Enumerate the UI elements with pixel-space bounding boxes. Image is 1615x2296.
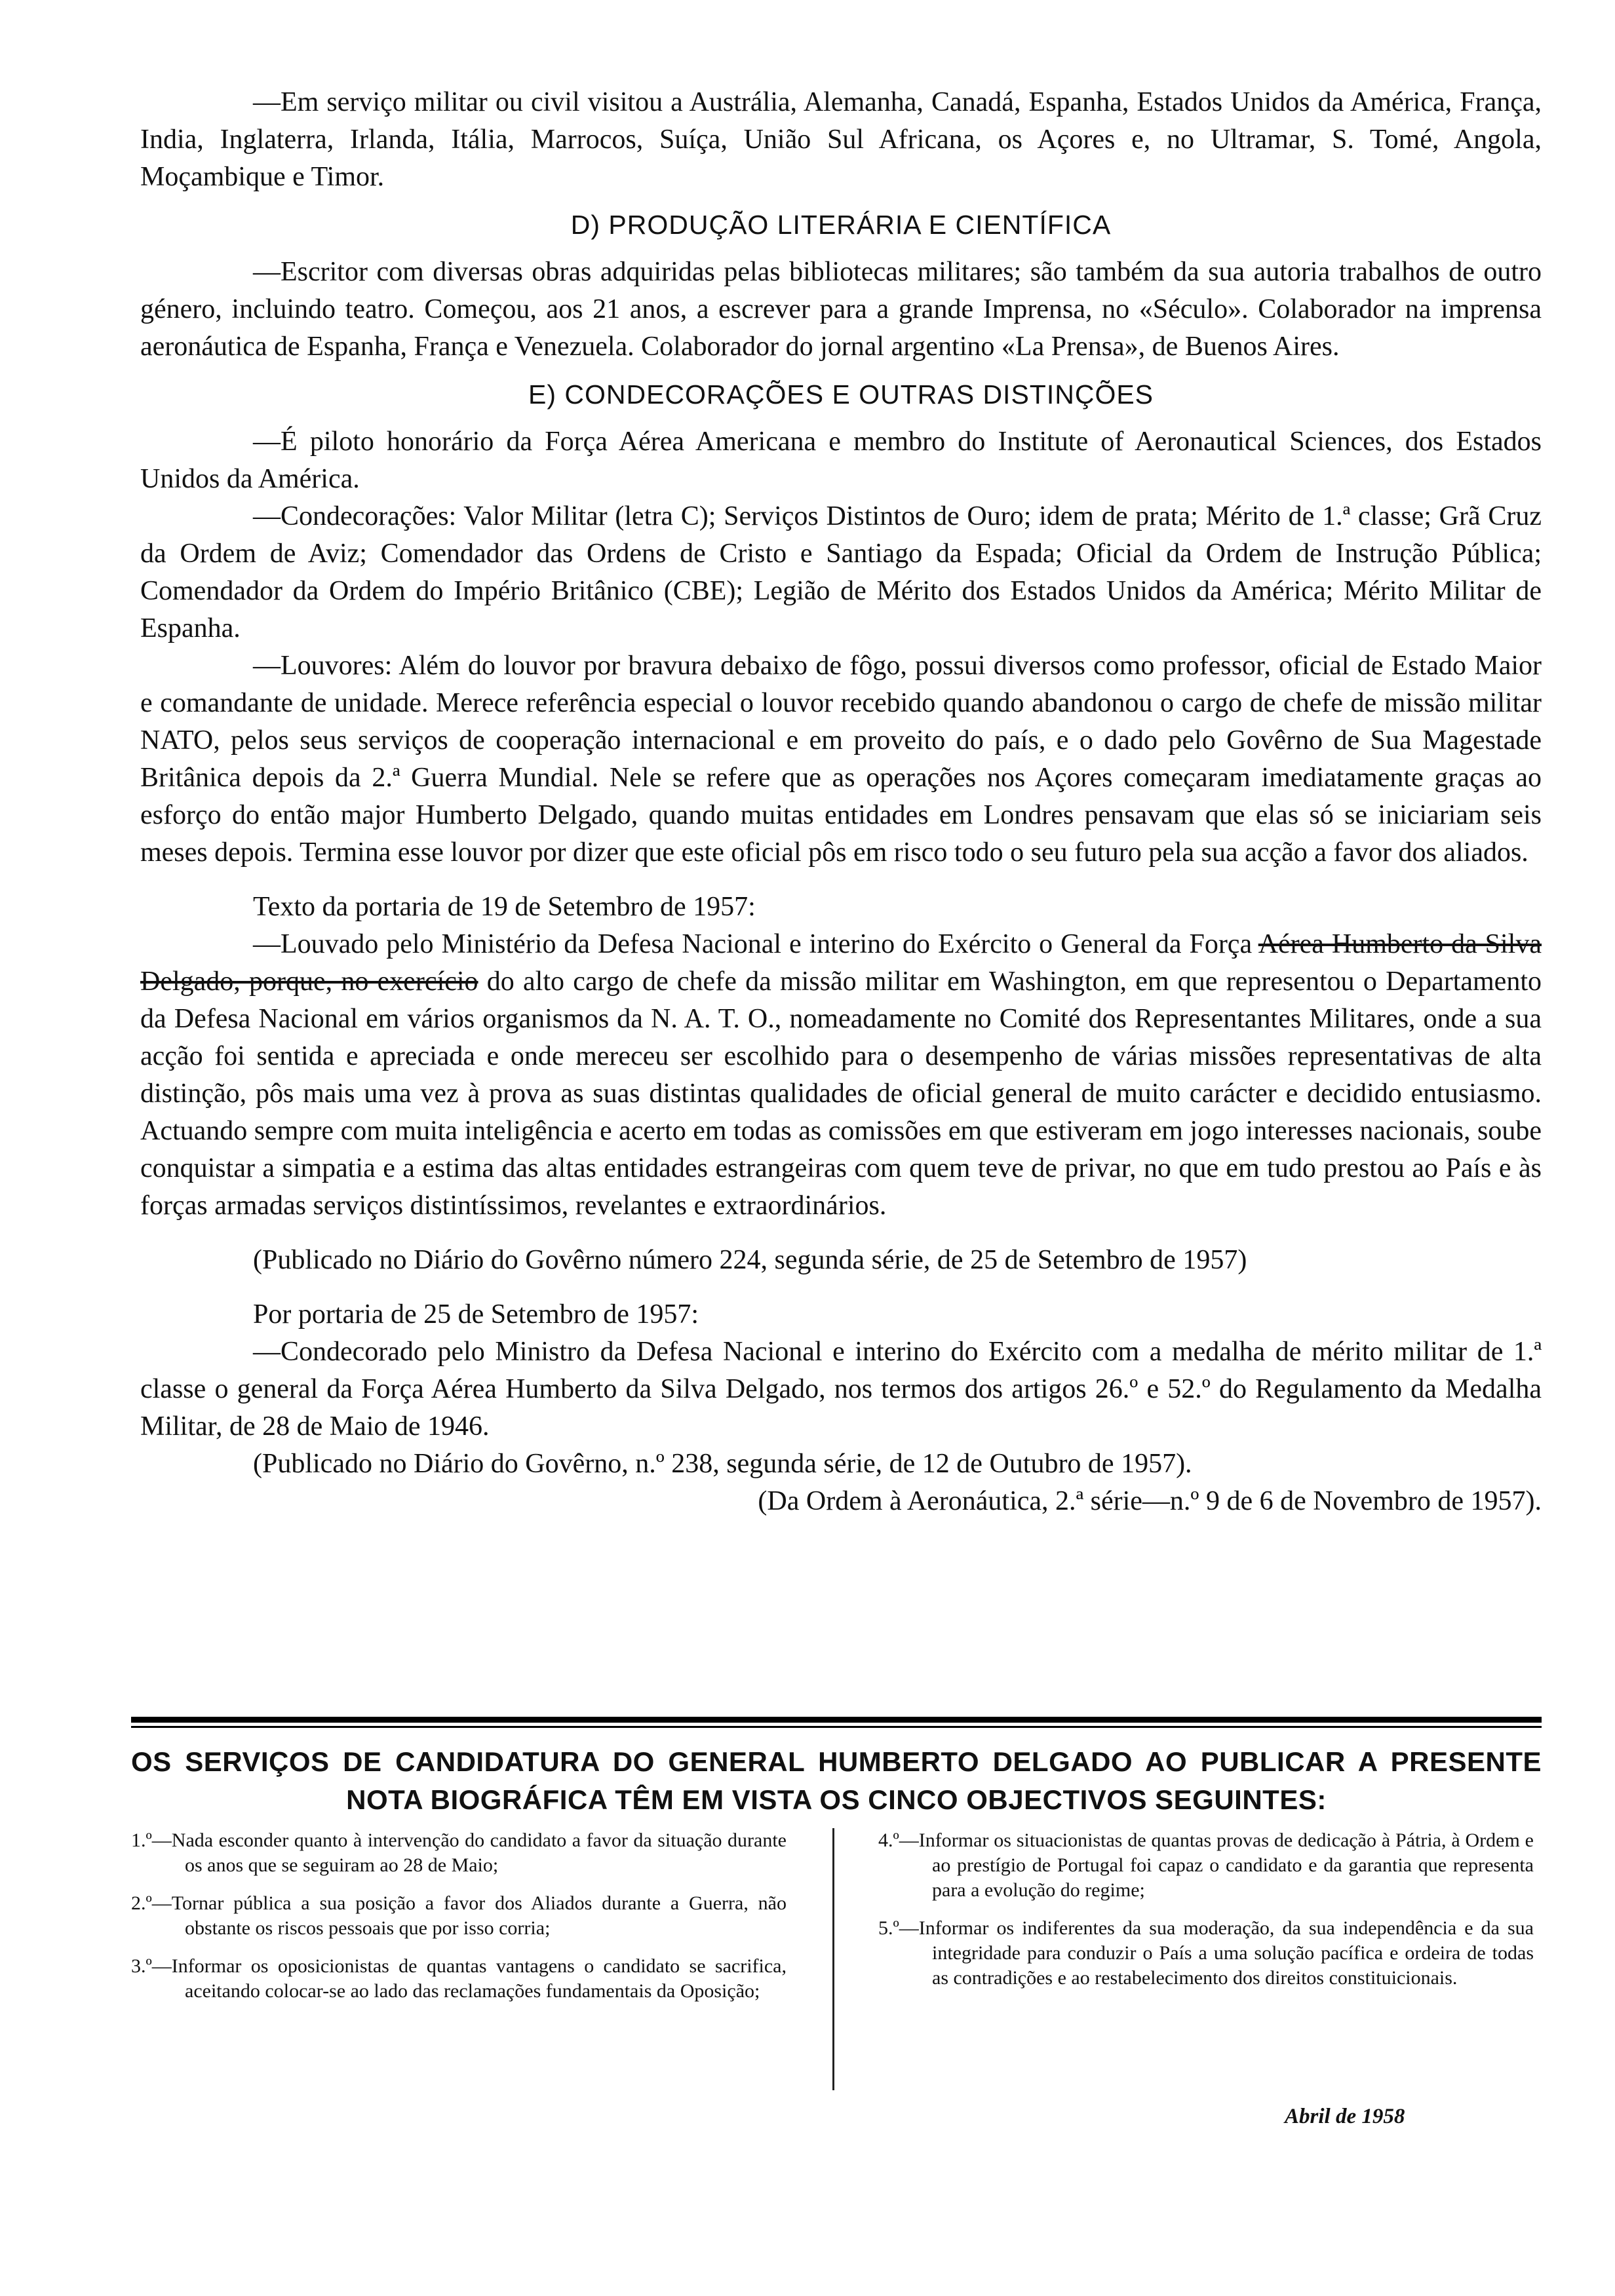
honorary-pilot-paragraph: —É piloto honorário da Força Aérea Americana e membro do Institute of Aeronautical Sciences, dos Estados Unidos da América. xyxy=(140,427,1542,494)
objectives-columns xyxy=(131,1828,1542,2103)
struck-text: Aérea Humberto da Silva Delgado, porque, no exercício xyxy=(140,929,1542,997)
objectives-right-column xyxy=(878,1828,1534,2004)
divider-thick xyxy=(131,1717,1542,1723)
section-heading-decorations: E) CONDECORAÇÕES E OUTRAS DISTINÇÕES xyxy=(528,379,1154,410)
objective-item: 5.º—Informar os indiferentes da sua moderação, da sua independência e da sua integridade para conduzir o País a uma solução pacífica e ordeira de todas as contradições e ao restabelecimento dos direitos constituicionais. xyxy=(878,1917,1534,1989)
date-signature: Abril de 1958 xyxy=(1285,2105,1405,2128)
publication-note-2: (Publicado no Diário do Govêrno, n.º 238, segunda série, de 12 de Outubro de 1957). xyxy=(253,1449,1192,1479)
portaria-2-text: —Condecorado pelo Ministro da Defesa Nacional e interino do Exército com a medalha de mérito militar de 1.ª classe o general da Força Aérea Humberto da Silva Delgado, nos termos dos artigos 26.º e 52.º do Regulamento da Medalha Militar, de 28 de Maio de 1946. xyxy=(140,1337,1542,1442)
portaria-text-end: do alto cargo de chefe da missão militar em Washington, em que representou o Departamento da Defesa Nacional em vários organismos da N. A. T. O., nomeadamente no Comité dos Representantes Militares, onde a sua acção foi sentida e apreciada e onde mereceu ser escolhido para o desempenho de várias missões representativas de alta distinção, pôs mais uma vez à prova as suas distintas qualidades de oficial general de muito carácter e decidido entusiasmo. Actuando sempre com muita inteligência e acerto em todas as comissões em que estiveram em jogo interesses nacionais, soube conquistar a simpatia e a estima das altas entidades estrangeiras com quem teve de privar, no que em tudo prestou ao País e às forças armadas serviços distintíssimos, revelantes e extraordinários. xyxy=(140,966,1542,1221)
portaria-text-start: —Louvado pelo Ministério da Defesa Nacional e interino do Exército o General da Força xyxy=(253,929,1253,959)
objectives-headline: OS SERVIÇOS DE CANDIDATURA DO GENERAL HUMBERTO DELGADO AO PUBLICAR A PRESENTE NOTA BIOGRÁFICA TÊM EM VISTA OS CINCO OBJECTIVOS SEGUINTES: xyxy=(131,1746,1542,1815)
biography-text xyxy=(140,84,1542,1520)
travel-paragraph: —Em serviço militar ou civil visitou a Austrália, Alemanha, Canadá, Espanha, Estados Unidos da América, França, India, Inglaterra, Irlanda, Itália, Marrocos, Suíça, União Sul Africana, os Açores e, no Ultramar, S. Tomé, Angola, Moçambique e Timor. xyxy=(140,87,1542,192)
literary-paragraph: —Escritor com diversas obras adquiridas pelas bibliotecas militares; são também da sua autoria trabalhos de outro género, incluindo teatro. Começou, aos 21 anos, a escrever para a grande Imprensa, no «Século». Colaborador na imprensa aeronáutica de Espanha, França e Venezuela. Colaborador do jornal argentino «La Prensa», de Buenos Aires. xyxy=(140,257,1542,362)
objectives-left-column xyxy=(131,1828,787,2017)
portaria-2-title: Por portaria de 25 de Setembro de 1957: xyxy=(253,1299,699,1330)
decorations-paragraph: —Condecorações: Valor Militar (letra C); Serviços Distintos de Ouro; idem de prata; Mérito de 1.ª classe; Grã Cruz da Ordem de Aviz; Comendador das Ordens de Cristo e Santiago da Espada; Oficial da Ordem de Instrução Pública; Comendador da Ordem do Império Britânico (CBE); Legião de Mérito dos Estados Unidos da América; Mérito Militar de Espanha. xyxy=(140,501,1542,643)
commendations-paragraph: —Louvores: Além do louvor por bravura debaixo de fôgo, possui diversos como professor, oficial de Estado Maior e comandante de unidade. Merece referência especial o louvor recebido quando abandonou o cargo de chefe de missão militar NATO, pelos seus serviços de cooperação internacional e em proveito do país, e o dado pelo Govêrno de Sua Magestade Britânica depois da 2.ª Guerra Mundial. Nele se refere que as operações nos Açores começaram imediatamente graças ao esforço do então major Humberto Delgado, quando muitas entidades em Londres pensavam que elas só se iniciariam seis meses depois. Termina esse louvor por dizer que este oficial pôs em risco todo o seu futuro pela sua acção a favor dos aliados. xyxy=(140,651,1542,868)
objective-item: 1.º—Nada esconder quanto à intervenção do candidato a favor da situação durante os anos que se seguiram ao 28 de Maio; xyxy=(131,1829,787,1876)
column-divider xyxy=(832,1828,834,2090)
divider-thin xyxy=(131,1726,1542,1728)
objective-item: 4.º—Informar os situacionistas de quantas provas de dedicação à Pátria, à Ordem e ao prestígio de Portugal foi capaz o candidato e da garantia que representa para a evolução do regime; xyxy=(878,1829,1534,1901)
section-heading-literary: D) PRODUÇÃO LITERÁRIA E CIENTÍFICA xyxy=(570,210,1112,240)
portaria-text xyxy=(140,926,1542,1225)
portaria-title: Texto da portaria de 19 de Setembro de 1957: xyxy=(253,892,756,922)
objective-item: 2.º—Tornar pública a sua posição a favor dos Aliados durante a Guerra, não obstante os riscos pessoais que por isso corria; xyxy=(131,1892,787,1939)
publication-note-1: (Publicado no Diário do Govêrno número 224, segunda série, de 25 de Setembro de 1957) xyxy=(253,1245,1247,1275)
order-reference: (Da Ordem à Aeronáutica, 2.ª série—n.º 9 de 6 de Novembro de 1957). xyxy=(758,1486,1542,1516)
objective-item: 3.º—Informar os oposicionistas de quantas vantagens o candidato se sacrifica, aceitando colocar-se ao lado das reclamações fundamentais da Oposição; xyxy=(131,1955,787,2002)
